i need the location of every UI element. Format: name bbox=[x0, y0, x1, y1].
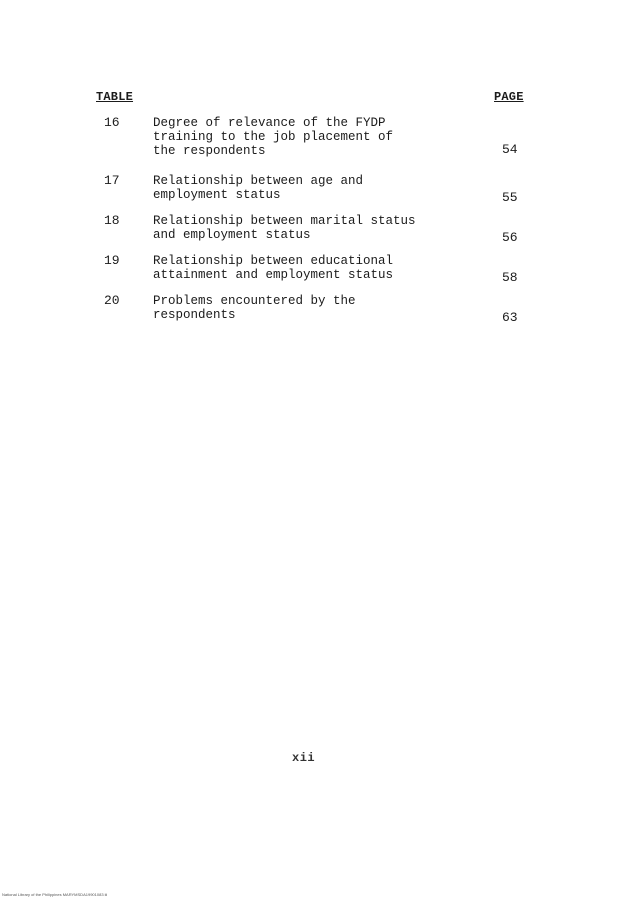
table-number: 20 bbox=[104, 293, 120, 308]
page-folio: xii bbox=[292, 751, 316, 765]
table-title bbox=[153, 294, 473, 322]
table-title-line: respondents bbox=[153, 308, 236, 322]
table-title bbox=[153, 174, 473, 202]
table-title-line: Relationship between educational bbox=[153, 254, 394, 268]
page-column-header: PAGE bbox=[494, 90, 524, 104]
table-title-line: Relationship between age and bbox=[153, 174, 364, 188]
scan-footer: National Library of the Philippines MARYMSDA19901083 iii bbox=[2, 892, 108, 897]
table-title bbox=[153, 116, 473, 158]
table-title bbox=[153, 254, 473, 282]
table-number: 17 bbox=[104, 173, 120, 188]
table-title-line: and employment status bbox=[153, 228, 311, 242]
table-title-line: employment status bbox=[153, 188, 281, 202]
table-title-line: training to the job placement of bbox=[153, 130, 394, 144]
table-title-line: Relationship between marital status bbox=[153, 214, 416, 228]
table-entry-16 bbox=[0, 116, 636, 174]
page-number: 63 bbox=[502, 310, 518, 325]
table-entry-20 bbox=[0, 294, 636, 334]
page-number: 56 bbox=[502, 230, 518, 245]
table-entry-18 bbox=[0, 214, 636, 254]
table-number: 18 bbox=[104, 213, 120, 228]
table-column-header: TABLE bbox=[96, 90, 134, 104]
table-entry-17 bbox=[0, 174, 636, 214]
table-title-line: attainment and employment status bbox=[153, 268, 394, 282]
table-number: 16 bbox=[104, 115, 120, 130]
table-title bbox=[153, 214, 473, 242]
table-number: 19 bbox=[104, 253, 120, 268]
table-title-line: Degree of relevance of the FYDP bbox=[153, 116, 386, 130]
page-number: 55 bbox=[502, 190, 518, 205]
table-title-line: the respondents bbox=[153, 144, 266, 158]
page-number: 58 bbox=[502, 270, 518, 285]
list-of-tables bbox=[0, 116, 636, 334]
page-number: 54 bbox=[502, 142, 518, 157]
table-title-line: Problems encountered by the bbox=[153, 294, 356, 308]
table-entry-19 bbox=[0, 254, 636, 294]
